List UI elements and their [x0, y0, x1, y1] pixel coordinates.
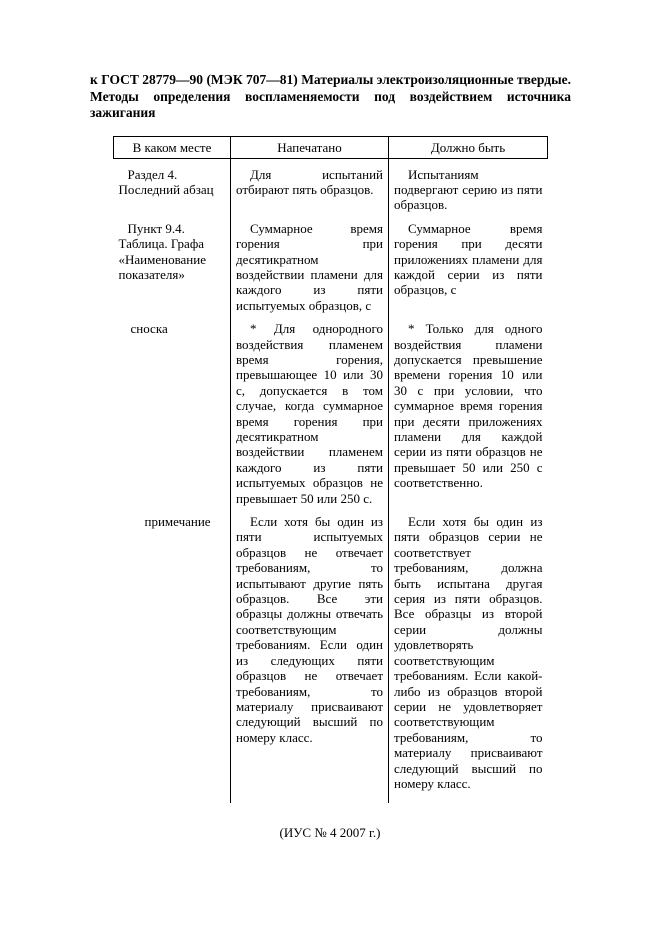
column-header-printed: Напечатано — [231, 136, 389, 158]
corrected-text: * Только для одного воздействия пламени допускается превышение времени горения 10 или 30 с при условии, что суммарное время горения при десяти приложениях пламени для каждой серии из пяти образцов не превышает 50 или 250 с соответственно. — [394, 321, 543, 491]
corrected-text: Если хотя бы один из пяти образцов серии не соответствует требованиям, должна быть испытана другая серия из пяти образцов. Все образцы из второй серии должны удовлетворять соответствующим требованиям. Если какой-либо из образцов второй серии не удовлетворяет соответствующим требованиям, то материалу присваивают следующий высший по номеру класс. — [394, 514, 543, 791]
corrected-text: Испытаниям подвергают серию из пяти образцов. — [394, 166, 543, 213]
column-header-corrected: Должно быть — [389, 136, 548, 158]
cell-corrected — [389, 213, 548, 313]
printed-text: * Для однородного воздействия пламенем время горения, превышающее 10 или 30 с, допускается в том случае, когда суммарное время горения при десятикратном воздействии пламенем каждого из пяти испытуемых образцов не превышает 50 или 250 с. — [236, 321, 383, 506]
place-text: Пункт 9.4. Таблица. Графа «Наименование показателя» — [118, 220, 206, 282]
cell-printed — [231, 158, 389, 213]
cell-place — [114, 313, 231, 506]
printed-text: Если хотя бы один из пяти испытуемых образцов не отвечает требованиям, то испытывают другие пять образцов. Все эти образцы должны отвечать соответствующим требованиям. Если один из следующих пяти образцов не отвечает требованиям, то материалу присваивают следующий высший по номеру класс. — [236, 514, 383, 745]
cell-corrected — [389, 313, 548, 506]
place-text: Раздел 4. Последний абзац — [118, 166, 214, 197]
printed-text: Для испытаний отбирают пять образцов. — [236, 166, 383, 197]
table-row — [114, 506, 548, 803]
table-row — [114, 158, 548, 213]
table-header-row — [114, 136, 548, 158]
table-row — [114, 313, 548, 506]
footer-note: (ИУС № 4 2007 г.) — [279, 825, 381, 841]
column-header-place: В каком месте — [114, 136, 231, 158]
cell-corrected — [389, 506, 548, 803]
table-row — [114, 213, 548, 313]
errata-table — [113, 136, 548, 804]
document-title: к ГОСТ 28779—90 (МЭК 707—81) Материалы электроизоляционные твердые. Методы определения воспламеняемости под воздействием источника зажигания — [90, 72, 571, 120]
place-text: примечание — [144, 514, 211, 530]
corrected-text: Суммарное время горения при десяти приложениях пламени для каждой серии из пяти образцов, с — [394, 220, 543, 298]
place-text: сноска — [130, 321, 168, 337]
cell-printed — [231, 313, 389, 506]
cell-place — [114, 158, 231, 213]
cell-place — [114, 213, 231, 313]
cell-place — [114, 506, 231, 803]
printed-text: Суммарное время горения при десятикратном воздействии пламени для каждого из пяти испытуемых образцов, с — [236, 220, 383, 313]
cell-corrected — [389, 158, 548, 213]
cell-printed — [231, 213, 389, 313]
cell-printed — [231, 506, 389, 803]
